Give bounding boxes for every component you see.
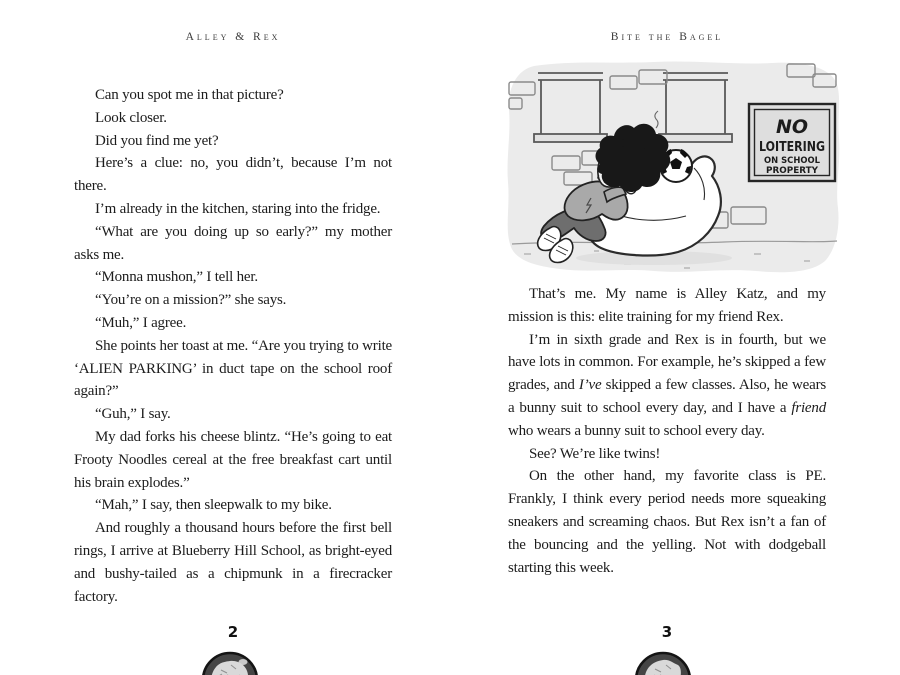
paragraph	[74, 426, 392, 494]
text-segment: On the other hand, my favorite class is PE. Frankly, I think every period needs more squeaking sneakers and screaming chaos. But Rex isn’t a fan of the bouncing and the yelling. Not with dodgeball starting this week.	[508, 468, 826, 576]
paragraph	[74, 84, 392, 107]
no-loitering-sign	[749, 104, 835, 181]
page-body-left	[74, 84, 392, 608]
page-body-right	[508, 283, 826, 579]
paragraph	[74, 107, 392, 130]
paragraph	[74, 312, 392, 335]
paragraph	[74, 517, 392, 608]
paragraph	[508, 283, 826, 329]
text-segment: Look closer.	[95, 109, 167, 126]
sign-line-no: NO	[775, 116, 809, 138]
text-segment: Here’s a clue: no, you didn’t, because I’m not there.	[74, 155, 392, 195]
running-head-right: Bite the Bagel	[610, 31, 724, 43]
text-segment: “Guh,” I say.	[95, 406, 171, 423]
text-segment: friend	[791, 399, 826, 416]
text-segment: I’m in sixth grade and Rex is in fourth, but we have lots in common. For example, he’s skipped a few grades, and	[508, 331, 826, 394]
paragraph	[74, 289, 392, 312]
paragraph	[74, 221, 392, 267]
text-segment: “What are you doing up so early?” my mother asks me.	[74, 223, 392, 263]
text-segment: My dad forks his cheese blintz. “He’s going to eat Frooty Noodles cereal at the free breakfast cart until his brain explodes.”	[74, 428, 392, 491]
paragraph	[74, 198, 392, 221]
text-segment: Can you spot me in that picture?	[95, 87, 284, 103]
paragraph	[74, 335, 392, 403]
text-segment: And roughly a thousand hours before the first bell rings, I arrive at Blueberry Hill School, as bright-eyed and bushy-tailed as a chipmunk in a firecracker factory.	[74, 520, 392, 605]
text-segment: “Muh,” I agree.	[95, 314, 187, 331]
sign-line-loitering: LOITERING	[759, 140, 825, 155]
sign-line-property: PROPERTY	[766, 166, 819, 176]
bagel-icon-left	[200, 648, 260, 675]
text-segment: That’s me. My name is Alley Katz, and my mission is this: elite training for my friend Rex.	[508, 286, 826, 325]
text-segment: Did you find me yet?	[95, 132, 219, 149]
sign-line-on-school: ON SCHOOL	[764, 156, 821, 166]
illustration-panel	[504, 58, 844, 278]
paragraph	[74, 403, 392, 426]
text-segment: “Monna mushon,” I tell her.	[95, 269, 258, 286]
bagel-icon-right	[633, 648, 693, 675]
page-number-right: 3	[661, 623, 673, 641]
paragraph	[74, 266, 392, 289]
page-number-left: 2	[227, 623, 239, 641]
text-segment: “You’re on a mission?” she says.	[95, 292, 287, 309]
paragraph	[74, 152, 392, 198]
paragraph	[74, 130, 392, 153]
text-segment: See? We’re like twins!	[529, 445, 661, 462]
text-segment: skipped a few classes. Also, he wears a bunny suit to school every day, and I have a	[508, 377, 827, 416]
text-segment: I’ve	[578, 377, 602, 394]
paragraph	[508, 329, 826, 443]
paragraph	[508, 443, 826, 466]
text-segment: I’m already in the kitchen, staring into the fridge.	[95, 200, 381, 217]
text-segment: who wears a bunny suit to school every day.	[508, 422, 765, 439]
text-segment: “Mah,” I say, then sleepwalk to my bike.	[95, 497, 332, 514]
paragraph	[508, 465, 826, 579]
running-head-left: Alley & Rex	[185, 31, 281, 43]
text-segment: She points her toast at me. “Are you trying to write ‘ALIEN PARKING’ in duct tape on the school roof again?”	[74, 337, 392, 400]
paragraph	[74, 494, 392, 517]
